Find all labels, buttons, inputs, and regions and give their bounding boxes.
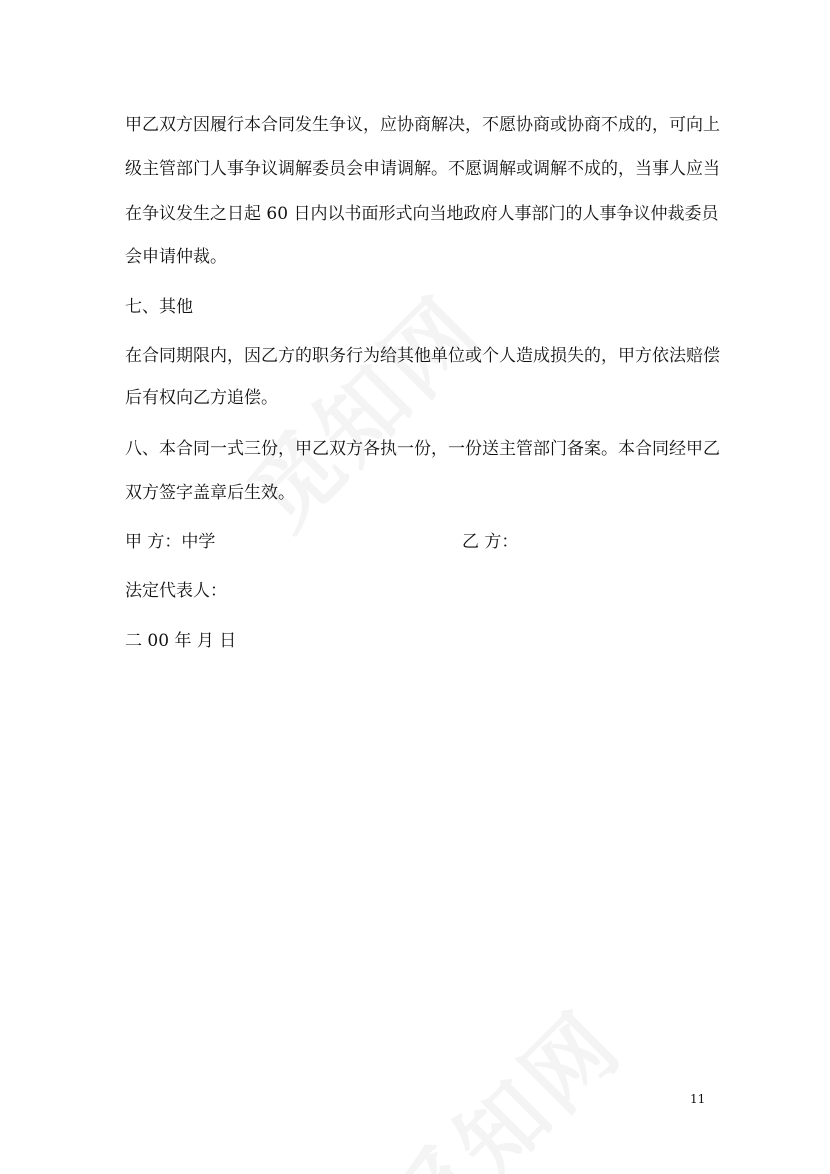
section8-paragraph-line: 八、本合同一式三份，甲乙双方各执一份，一份送主管部门备案。本合同经甲乙: [125, 439, 720, 459]
section-heading-other: 七、其他: [125, 297, 193, 317]
page-number: 11: [690, 1092, 706, 1106]
party-a-signature: 甲 方：中学: [125, 532, 216, 552]
section8-paragraph-line: 双方签字盖章后生效。: [125, 483, 295, 503]
dispute-paragraph-line: 级主管部门人事争议调解委员会申请调解。不愿调解或调解不成的，当事人应当: [125, 159, 720, 179]
dispute-paragraph-line: 在争议发生之日起 60 日内以书面形式向当地政府人事部门的人事争议仲裁委员: [125, 204, 719, 224]
legal-representative: 法定代表人：: [125, 581, 227, 601]
dispute-paragraph-line: 甲乙双方因履行本合同发生争议，应协商解决，不愿协商或协商不成的，可向上: [125, 115, 720, 135]
party-b-signature: 乙 方：: [462, 532, 519, 552]
section7-paragraph-line: 在合同期限内，因乙方的职务行为给其他单位或个人造成损失的，甲方依法赔偿: [125, 346, 720, 366]
signing-date: 二 00 年 月 日: [125, 631, 237, 651]
dispute-paragraph-line: 会申请仲裁。: [125, 247, 227, 267]
section7-paragraph-line: 后有权向乙方追偿。: [125, 388, 278, 408]
